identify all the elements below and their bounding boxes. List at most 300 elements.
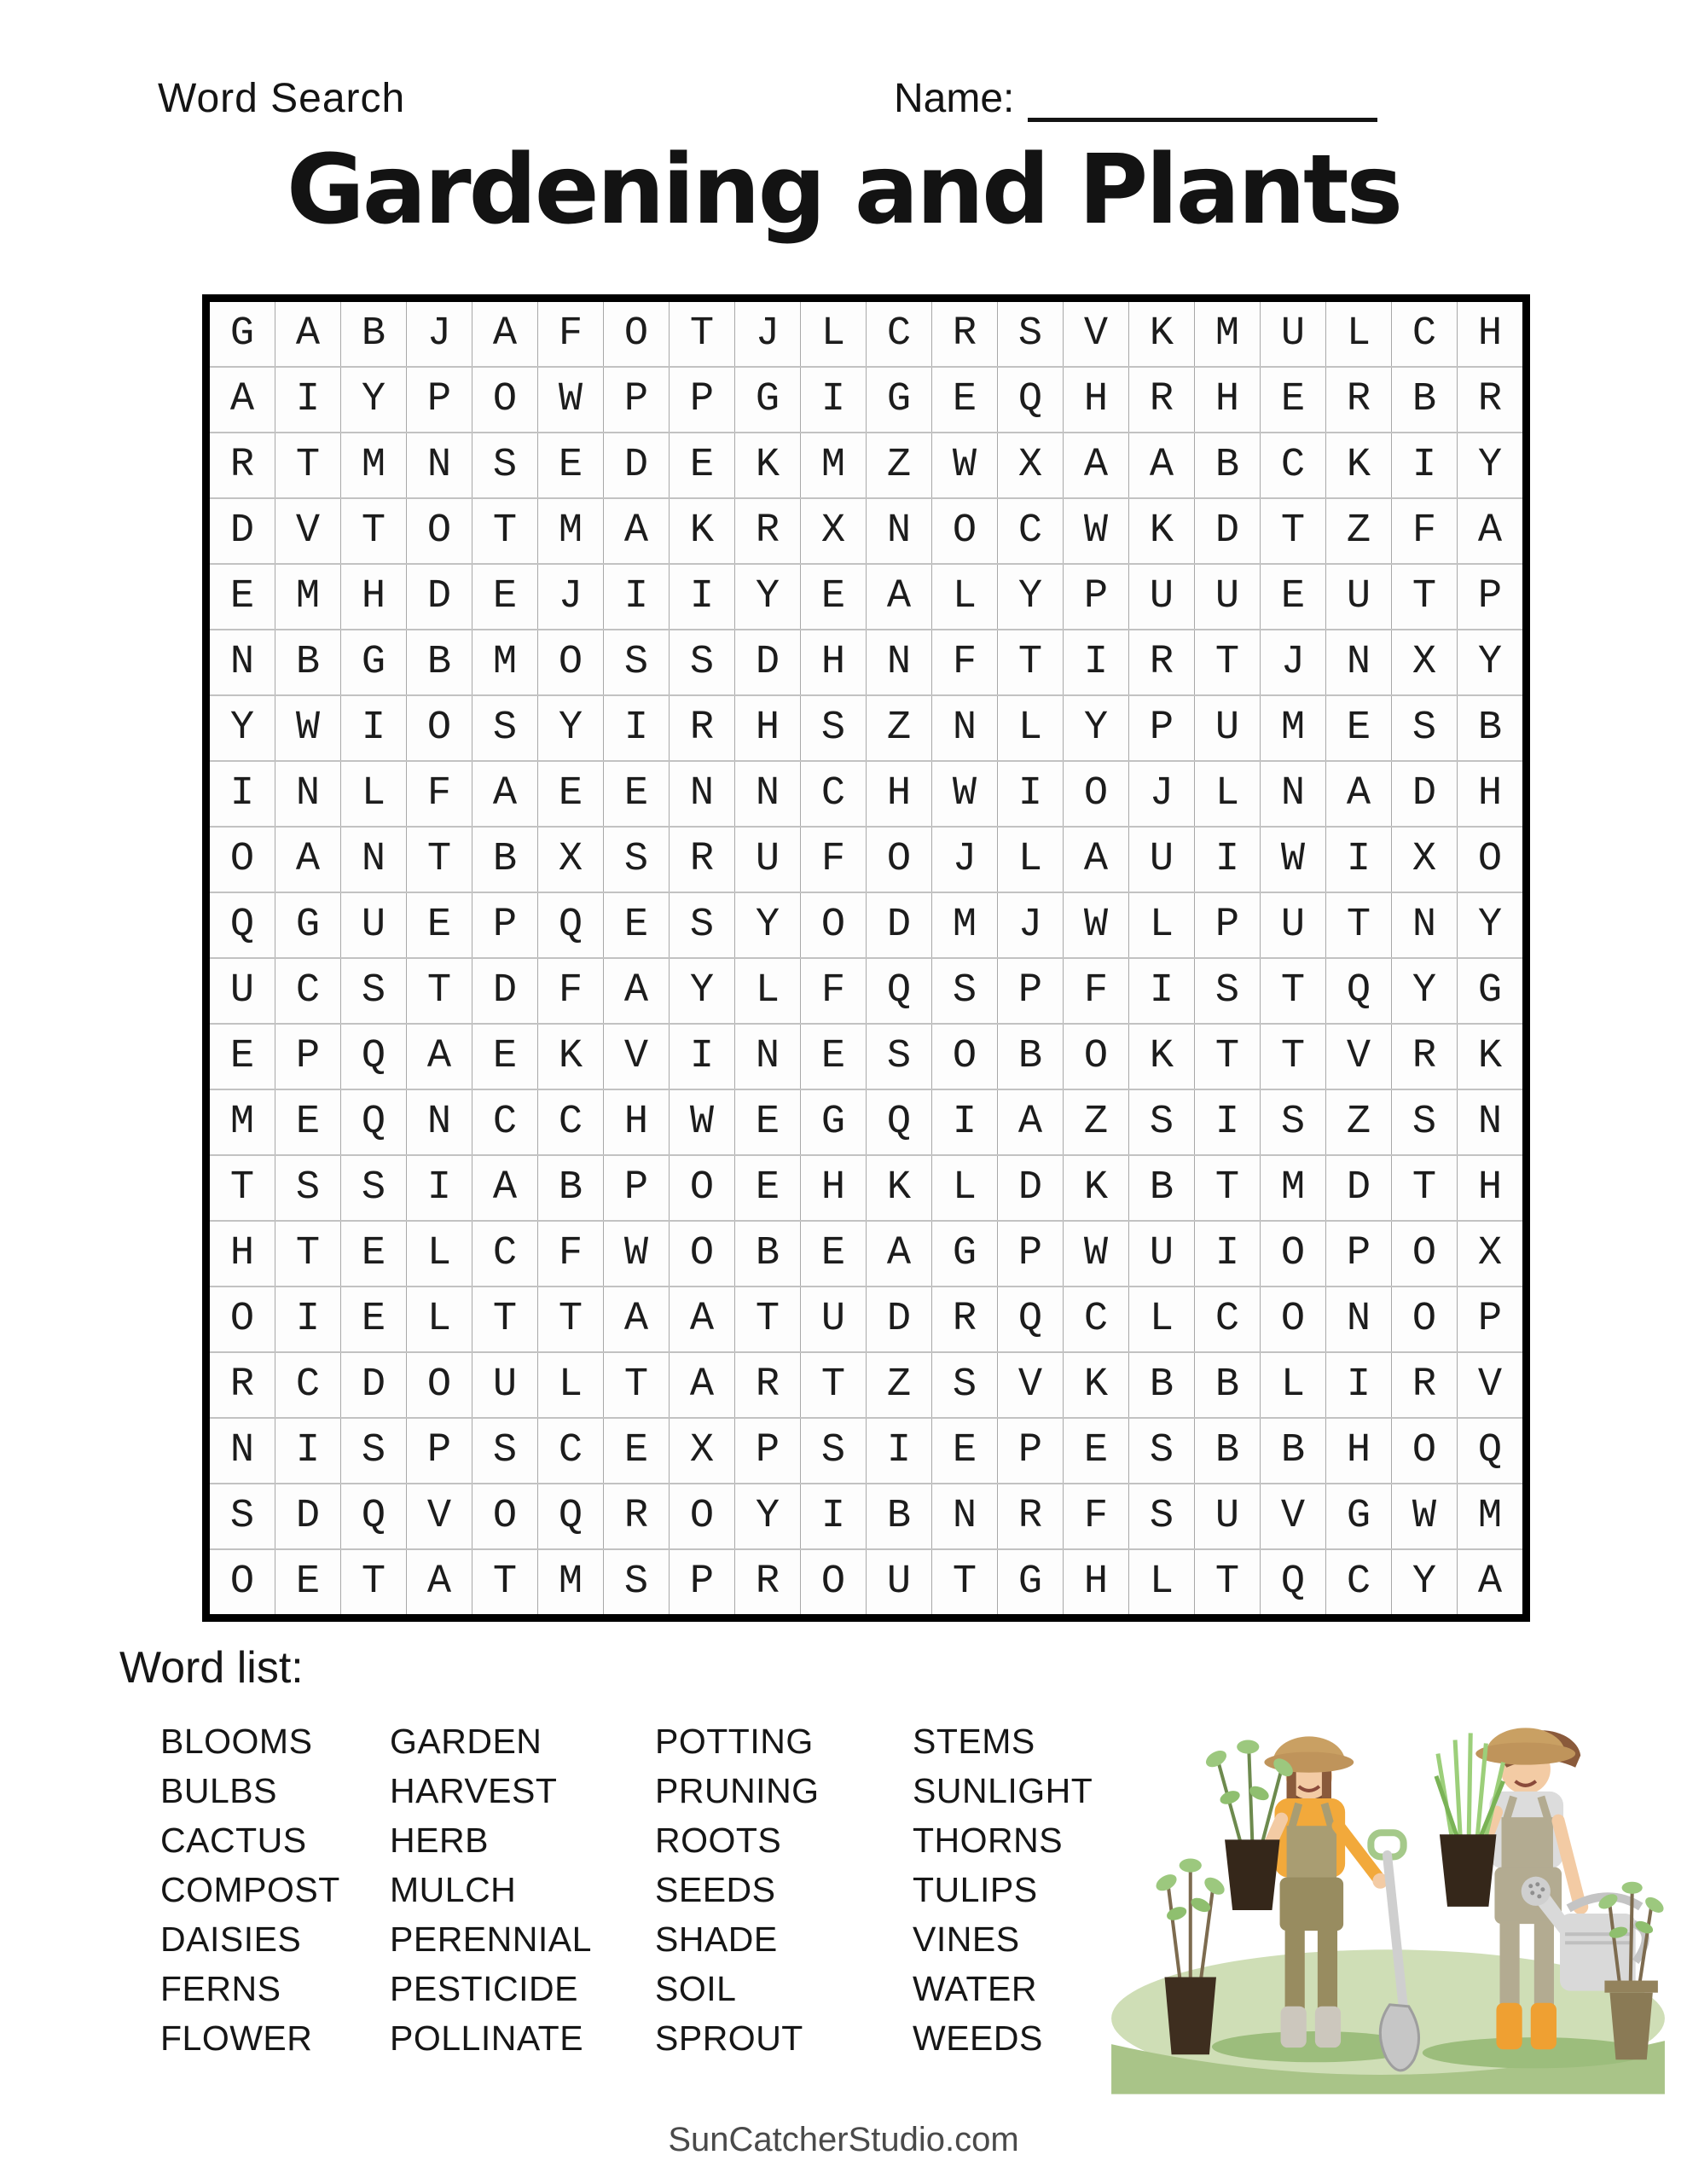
grid-cell: Q bbox=[538, 1484, 604, 1549]
grid-cell: O bbox=[407, 695, 472, 761]
grid-cell: A bbox=[407, 1024, 472, 1089]
grid-cell: V bbox=[1458, 1352, 1527, 1418]
grid-cell: S bbox=[801, 1418, 867, 1484]
grid-cell: Q bbox=[206, 892, 275, 958]
grid-cell: P bbox=[670, 367, 735, 433]
grid-cell: U bbox=[1195, 695, 1261, 761]
grid-cell: N bbox=[1326, 1287, 1392, 1352]
grid-cell: G bbox=[206, 299, 275, 368]
grid-cell: N bbox=[1392, 892, 1458, 958]
grid-cell: W bbox=[1261, 827, 1326, 892]
grid-cell: M bbox=[206, 1089, 275, 1155]
grid-cell: W bbox=[275, 695, 341, 761]
grid-cell: L bbox=[407, 1287, 472, 1352]
grid-cell: I bbox=[1064, 630, 1129, 695]
grid-cell: E bbox=[932, 367, 998, 433]
grid-cell: C bbox=[472, 1089, 538, 1155]
grid-cell: N bbox=[867, 630, 932, 695]
grid-cell: Y bbox=[1064, 695, 1129, 761]
word-list-item: FLOWER bbox=[160, 2018, 313, 2058]
grid-cell: H bbox=[867, 761, 932, 827]
grid-cell: X bbox=[538, 827, 604, 892]
grid-cell: M bbox=[1458, 1484, 1527, 1549]
grid-cell: J bbox=[1261, 630, 1326, 695]
grid-cell: E bbox=[341, 1221, 407, 1287]
puzzle-title: Gardening and Plants bbox=[286, 135, 1401, 246]
grid-cell: I bbox=[1326, 827, 1392, 892]
grid-cell: B bbox=[998, 1024, 1064, 1089]
grid-cell: E bbox=[407, 892, 472, 958]
grid-cell: O bbox=[407, 1352, 472, 1418]
grid-cell: Z bbox=[867, 1352, 932, 1418]
grid-cell: W bbox=[1392, 1484, 1458, 1549]
grid-cell: S bbox=[472, 695, 538, 761]
grid-cell: O bbox=[932, 1024, 998, 1089]
grid-cell: R bbox=[735, 498, 801, 564]
grid-cell: U bbox=[1195, 1484, 1261, 1549]
grid-cell: Q bbox=[998, 367, 1064, 433]
word-search-grid bbox=[202, 294, 1530, 1622]
grid-cell: T bbox=[341, 1549, 407, 1618]
word-list-item: HARVEST bbox=[390, 1771, 558, 1810]
grid-cell: L bbox=[538, 1352, 604, 1418]
word-list-item: THORNS bbox=[913, 1821, 1064, 1860]
grid-cell: W bbox=[932, 761, 998, 827]
grid-cell: V bbox=[1326, 1024, 1392, 1089]
grid-cell: T bbox=[407, 827, 472, 892]
grid-cell: I bbox=[1392, 433, 1458, 498]
grid-cell: Q bbox=[998, 1287, 1064, 1352]
grid-cell: L bbox=[1261, 1352, 1326, 1418]
grid-cell: O bbox=[1261, 1287, 1326, 1352]
grid-cell: T bbox=[472, 498, 538, 564]
grid-cell: P bbox=[1064, 564, 1129, 630]
grid-cell: F bbox=[1392, 498, 1458, 564]
grid-cell: A bbox=[867, 564, 932, 630]
grid-cell: N bbox=[275, 761, 341, 827]
grid-cell: L bbox=[1195, 761, 1261, 827]
grid-cell: F bbox=[801, 827, 867, 892]
grid-cell: F bbox=[538, 299, 604, 368]
grid-cell: U bbox=[1129, 827, 1195, 892]
grid-row bbox=[206, 1549, 1527, 1618]
grid-cell: O bbox=[1458, 827, 1527, 892]
grid-cell: S bbox=[867, 1024, 932, 1089]
grid-cell: I bbox=[670, 564, 735, 630]
grid-cell: T bbox=[1195, 1549, 1261, 1618]
grid-cell: C bbox=[472, 1221, 538, 1287]
grid-cell: O bbox=[538, 630, 604, 695]
grid-cell: A bbox=[670, 1352, 735, 1418]
grid-cell: T bbox=[735, 1287, 801, 1352]
grid-cell: L bbox=[932, 1155, 998, 1221]
name-fill-line bbox=[1028, 78, 1377, 122]
grid-cell: N bbox=[206, 1418, 275, 1484]
grid-cell: P bbox=[998, 1418, 1064, 1484]
grid-cell: S bbox=[604, 630, 670, 695]
grid-cell: T bbox=[998, 630, 1064, 695]
grid-cell: L bbox=[801, 299, 867, 368]
grid-cell: K bbox=[1064, 1155, 1129, 1221]
grid-cell: H bbox=[1326, 1418, 1392, 1484]
grid-cell: D bbox=[1326, 1155, 1392, 1221]
grid-row bbox=[206, 1418, 1527, 1484]
grid-cell: Y bbox=[735, 1484, 801, 1549]
grid-cell: L bbox=[1129, 892, 1195, 958]
grid-cell: A bbox=[1064, 433, 1129, 498]
grid-cell: O bbox=[472, 1484, 538, 1549]
grid-cell: T bbox=[1392, 1155, 1458, 1221]
grid-cell: J bbox=[1129, 761, 1195, 827]
grid-cell: J bbox=[998, 892, 1064, 958]
grid-cell: S bbox=[275, 1155, 341, 1221]
grid-cell: O bbox=[867, 827, 932, 892]
grid-cell: P bbox=[1458, 1287, 1527, 1352]
grid-cell: P bbox=[472, 892, 538, 958]
grid-cell: N bbox=[932, 695, 998, 761]
grid-cell: Y bbox=[341, 367, 407, 433]
grid-cell: O bbox=[932, 498, 998, 564]
word-list-item: DAISIES bbox=[160, 1920, 302, 1959]
grid-cell: D bbox=[341, 1352, 407, 1418]
grid-cell: G bbox=[998, 1549, 1064, 1618]
grid-cell: H bbox=[604, 1089, 670, 1155]
grid-cell: Q bbox=[867, 958, 932, 1024]
grid-cell: T bbox=[275, 433, 341, 498]
grid-cell: R bbox=[670, 695, 735, 761]
grid-cell: K bbox=[735, 433, 801, 498]
grid-cell: S bbox=[998, 299, 1064, 368]
grid-cell: T bbox=[1195, 1155, 1261, 1221]
grid-cell: P bbox=[407, 1418, 472, 1484]
grid-cell: G bbox=[932, 1221, 998, 1287]
grid-cell: F bbox=[1064, 958, 1129, 1024]
grid-cell: F bbox=[932, 630, 998, 695]
grid-cell: T bbox=[801, 1352, 867, 1418]
grid-cell: P bbox=[998, 958, 1064, 1024]
grid-cell: B bbox=[867, 1484, 932, 1549]
grid-cell: K bbox=[1458, 1024, 1527, 1089]
grid-cell: U bbox=[1129, 1221, 1195, 1287]
grid-cell: G bbox=[735, 367, 801, 433]
grid-cell: E bbox=[1261, 367, 1326, 433]
grid-cell: T bbox=[1261, 498, 1326, 564]
grid-cell: V bbox=[1064, 299, 1129, 368]
grid-cell: N bbox=[341, 827, 407, 892]
grid-cell: K bbox=[1326, 433, 1392, 498]
word-list-item: SHADE bbox=[655, 1920, 778, 1959]
grid-cell: Z bbox=[867, 695, 932, 761]
grid-cell: D bbox=[206, 498, 275, 564]
grid-row bbox=[206, 695, 1527, 761]
grid-cell: P bbox=[670, 1549, 735, 1618]
grid-cell: E bbox=[735, 1089, 801, 1155]
grid-cell: L bbox=[998, 695, 1064, 761]
grid-cell: A bbox=[206, 367, 275, 433]
grid-cell: L bbox=[932, 564, 998, 630]
grid-cell: K bbox=[867, 1155, 932, 1221]
grid-cell: S bbox=[1129, 1089, 1195, 1155]
grid-cell: U bbox=[472, 1352, 538, 1418]
grid-cell: X bbox=[998, 433, 1064, 498]
grid-cell: H bbox=[1458, 299, 1527, 368]
grid-cell: T bbox=[538, 1287, 604, 1352]
grid-cell: B bbox=[1129, 1352, 1195, 1418]
grid-cell: S bbox=[1195, 958, 1261, 1024]
word-list-item: STEMS bbox=[913, 1722, 1035, 1761]
grid-cell: I bbox=[604, 695, 670, 761]
grid-cell: E bbox=[538, 433, 604, 498]
word-list-item: WEEDS bbox=[913, 2018, 1043, 2058]
grid-cell: Z bbox=[1064, 1089, 1129, 1155]
grid-cell: Z bbox=[867, 433, 932, 498]
word-list-item: ROOTS bbox=[655, 1821, 782, 1860]
grid-cell: M bbox=[1261, 695, 1326, 761]
grid-cell: O bbox=[1392, 1418, 1458, 1484]
grid-cell: G bbox=[275, 892, 341, 958]
grid-cell: N bbox=[735, 1024, 801, 1089]
grid-cell: U bbox=[1261, 892, 1326, 958]
grid-cell: O bbox=[1261, 1221, 1326, 1287]
grid-cell: D bbox=[275, 1484, 341, 1549]
grid-cell: R bbox=[206, 1352, 275, 1418]
grid-row bbox=[206, 958, 1527, 1024]
grid-cell: E bbox=[275, 1089, 341, 1155]
grid-row bbox=[206, 498, 1527, 564]
grid-cell: G bbox=[341, 630, 407, 695]
grid-cell: B bbox=[538, 1155, 604, 1221]
grid-table bbox=[202, 294, 1530, 1622]
grid-cell: C bbox=[998, 498, 1064, 564]
grid-cell: S bbox=[604, 827, 670, 892]
grid-cell: E bbox=[472, 1024, 538, 1089]
word-list-item: MULCH bbox=[390, 1870, 517, 1909]
grid-cell: H bbox=[1458, 1155, 1527, 1221]
grid-cell: N bbox=[670, 761, 735, 827]
grid-cell: S bbox=[932, 1352, 998, 1418]
grid-cell: Q bbox=[341, 1089, 407, 1155]
grid-cell: W bbox=[1064, 1221, 1129, 1287]
grid-cell: K bbox=[538, 1024, 604, 1089]
grid-row bbox=[206, 1352, 1527, 1418]
grid-cell: Z bbox=[1326, 1089, 1392, 1155]
grid-cell: L bbox=[1326, 299, 1392, 368]
grid-cell: O bbox=[670, 1484, 735, 1549]
grid-cell: I bbox=[998, 761, 1064, 827]
grid-cell: S bbox=[1129, 1484, 1195, 1549]
grid-cell: X bbox=[1458, 1221, 1527, 1287]
grid-cell: T bbox=[275, 1221, 341, 1287]
grid-cell: F bbox=[538, 958, 604, 1024]
grid-cell: D bbox=[604, 433, 670, 498]
grid-cell: O bbox=[1392, 1221, 1458, 1287]
grid-cell: V bbox=[604, 1024, 670, 1089]
grid-cell: O bbox=[801, 892, 867, 958]
grid-cell: C bbox=[1064, 1287, 1129, 1352]
grid-row bbox=[206, 433, 1527, 498]
word-list-item: CACTUS bbox=[160, 1821, 307, 1860]
grid-cell: B bbox=[341, 299, 407, 368]
grid-cell: S bbox=[670, 892, 735, 958]
grid-cell: I bbox=[407, 1155, 472, 1221]
grid-cell: J bbox=[538, 564, 604, 630]
grid-cell: Y bbox=[735, 564, 801, 630]
grid-cell: F bbox=[1064, 1484, 1129, 1549]
grid-cell: E bbox=[670, 433, 735, 498]
grid-cell: P bbox=[1458, 564, 1527, 630]
grid-row bbox=[206, 299, 1527, 368]
grid-cell: A bbox=[604, 1287, 670, 1352]
grid-cell: H bbox=[341, 564, 407, 630]
grid-row bbox=[206, 367, 1527, 433]
grid-cell: H bbox=[801, 1155, 867, 1221]
grid-cell: C bbox=[275, 1352, 341, 1418]
grid-cell: N bbox=[932, 1484, 998, 1549]
grid-cell: T bbox=[670, 299, 735, 368]
word-list-item: BLOOMS bbox=[160, 1722, 313, 1761]
grid-cell: I bbox=[275, 1287, 341, 1352]
grid-cell: I bbox=[1129, 958, 1195, 1024]
grid-cell: R bbox=[1392, 1352, 1458, 1418]
grid-cell: T bbox=[932, 1549, 998, 1618]
grid-cell: N bbox=[1458, 1089, 1527, 1155]
word-list-column bbox=[390, 1716, 655, 2063]
grid-cell: H bbox=[1064, 1549, 1129, 1618]
grid-cell: O bbox=[206, 1287, 275, 1352]
word-list-item: FERNS bbox=[160, 1969, 281, 2008]
grid-cell: S bbox=[206, 1484, 275, 1549]
grid-cell: R bbox=[1458, 367, 1527, 433]
grid-cell: C bbox=[867, 299, 932, 368]
grid-cell: G bbox=[801, 1089, 867, 1155]
grid-cell: E bbox=[1064, 1418, 1129, 1484]
grid-cell: G bbox=[1326, 1484, 1392, 1549]
grid-cell: O bbox=[1064, 761, 1129, 827]
grid-cell: Z bbox=[1326, 498, 1392, 564]
grid-cell: B bbox=[1195, 1418, 1261, 1484]
grid-cell: D bbox=[867, 1287, 932, 1352]
grid-cell: H bbox=[1195, 367, 1261, 433]
grid-cell: Y bbox=[538, 695, 604, 761]
grid-cell: I bbox=[604, 564, 670, 630]
grid-row bbox=[206, 827, 1527, 892]
grid-cell: K bbox=[1129, 498, 1195, 564]
word-list-columns bbox=[160, 1716, 1168, 2063]
grid-cell: T bbox=[1261, 958, 1326, 1024]
grid-cell: P bbox=[407, 367, 472, 433]
grid-cell: B bbox=[275, 630, 341, 695]
grid-cell: R bbox=[1129, 367, 1195, 433]
grid-cell: A bbox=[604, 958, 670, 1024]
grid-cell: U bbox=[1195, 564, 1261, 630]
gardeners-illustration bbox=[1104, 1621, 1672, 2094]
grid-cell: A bbox=[670, 1287, 735, 1352]
grid-cell: A bbox=[1458, 1549, 1527, 1618]
grid-cell: O bbox=[670, 1155, 735, 1221]
grid-cell: W bbox=[538, 367, 604, 433]
grid-cell: S bbox=[341, 958, 407, 1024]
grid-cell: S bbox=[1261, 1089, 1326, 1155]
grid-cell: T bbox=[1195, 630, 1261, 695]
grid-cell: E bbox=[735, 1155, 801, 1221]
grid-cell: Y bbox=[670, 958, 735, 1024]
grid-cell: U bbox=[1129, 564, 1195, 630]
grid-cell: D bbox=[735, 630, 801, 695]
name-field bbox=[894, 75, 1377, 122]
grid-cell: O bbox=[670, 1221, 735, 1287]
grid-cell: S bbox=[341, 1418, 407, 1484]
grid-cell: R bbox=[735, 1549, 801, 1618]
grid-cell: F bbox=[801, 958, 867, 1024]
grid-row bbox=[206, 892, 1527, 958]
grid-row bbox=[206, 761, 1527, 827]
grid-cell: P bbox=[275, 1024, 341, 1089]
grid-cell: O bbox=[407, 498, 472, 564]
grid-cell: T bbox=[472, 1287, 538, 1352]
grid-cell: I bbox=[275, 367, 341, 433]
grid-cell: I bbox=[867, 1418, 932, 1484]
grid-cell: W bbox=[932, 433, 998, 498]
grid-cell: I bbox=[801, 1484, 867, 1549]
grid-cell: S bbox=[932, 958, 998, 1024]
grid-cell: C bbox=[538, 1418, 604, 1484]
grid-cell: E bbox=[1326, 695, 1392, 761]
grid-cell: E bbox=[801, 1221, 867, 1287]
grid-cell: P bbox=[1195, 892, 1261, 958]
grid-cell: E bbox=[604, 892, 670, 958]
grid-cell: U bbox=[1326, 564, 1392, 630]
grid-cell: A bbox=[472, 299, 538, 368]
name-label: Name: bbox=[894, 76, 1015, 121]
grid-cell: R bbox=[735, 1352, 801, 1418]
grid-cell: Q bbox=[341, 1484, 407, 1549]
grid-cell: B bbox=[472, 827, 538, 892]
grid-cell: S bbox=[604, 1549, 670, 1618]
grid-cell: D bbox=[1392, 761, 1458, 827]
grid-cell: T bbox=[206, 1155, 275, 1221]
grid-cell: A bbox=[275, 827, 341, 892]
grid-cell: I bbox=[206, 761, 275, 827]
grid-cell: Y bbox=[1392, 1549, 1458, 1618]
grid-cell: Q bbox=[1326, 958, 1392, 1024]
grid-cell: W bbox=[604, 1221, 670, 1287]
grid-cell: C bbox=[1195, 1287, 1261, 1352]
grid-cell: R bbox=[932, 299, 998, 368]
grid-cell: L bbox=[1129, 1549, 1195, 1618]
footer-site: SunCatcherStudio.com bbox=[668, 2121, 1019, 2158]
grid-cell: H bbox=[1458, 761, 1527, 827]
grid-cell: R bbox=[998, 1484, 1064, 1549]
word-list-item: WATER bbox=[913, 1969, 1037, 2008]
doc-type-label: Word Search bbox=[158, 76, 406, 121]
word-list-item: SEEDS bbox=[655, 1870, 776, 1909]
grid-cell: M bbox=[1261, 1155, 1326, 1221]
word-list-item: SOIL bbox=[655, 1969, 737, 2008]
grid-cell: E bbox=[801, 564, 867, 630]
grid-cell: B bbox=[1392, 367, 1458, 433]
grid-cell: L bbox=[407, 1221, 472, 1287]
grid-cell: A bbox=[275, 299, 341, 368]
grid-cell: T bbox=[604, 1352, 670, 1418]
grid-cell: Q bbox=[1261, 1549, 1326, 1618]
grid-cell: B bbox=[1261, 1418, 1326, 1484]
grid-cell: P bbox=[998, 1221, 1064, 1287]
grid-cell: A bbox=[472, 761, 538, 827]
grid-cell: U bbox=[801, 1287, 867, 1352]
grid-cell: Q bbox=[867, 1089, 932, 1155]
grid-cell: Y bbox=[998, 564, 1064, 630]
word-list-item: GARDEN bbox=[390, 1722, 542, 1761]
